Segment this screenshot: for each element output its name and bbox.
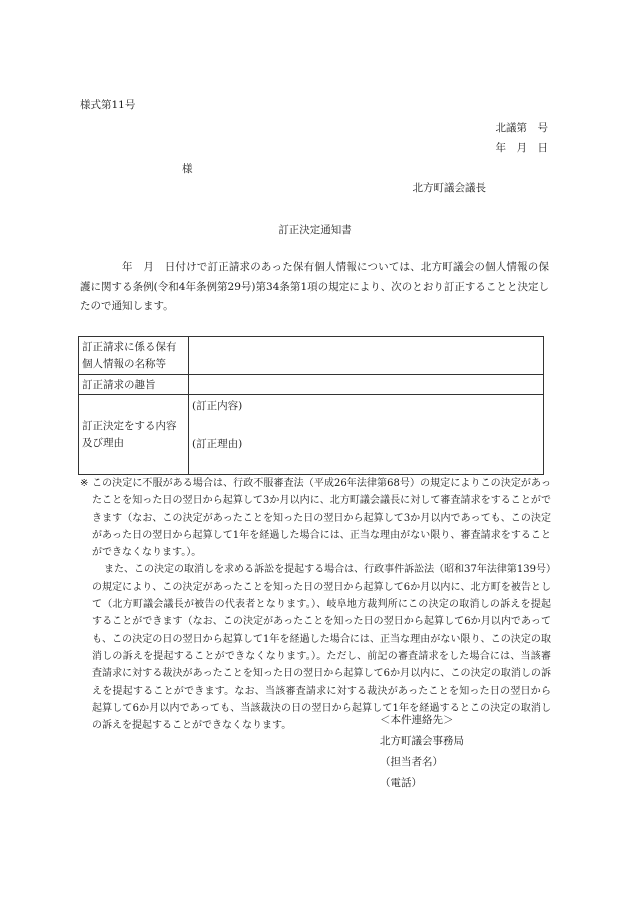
row-label-info-name: 訂正請求に係る保有個人情報の名称等 bbox=[79, 337, 189, 375]
contact-office: 北方町議会事務局 bbox=[380, 735, 464, 747]
row-label-purpose: 訂正請求の趣旨 bbox=[79, 375, 189, 395]
contact-block bbox=[380, 710, 464, 794]
document-number: 北議第 号 bbox=[495, 122, 548, 134]
form-number: 様式第11号 bbox=[80, 99, 136, 111]
decision-reason-label: (訂正理由) bbox=[192, 438, 243, 450]
row-value-purpose bbox=[189, 375, 544, 395]
table-row bbox=[79, 395, 544, 475]
note-paragraph-2: また、この決定の取消しを求める訴訟を提起する場合は、行政事件訴訟法（昭和37年法律第139号）の規定により、この決定があったことを知った日の翌日から起算して6か月以内に、北方町を被告として（北方町議会議長が被告の代表者となります。）、岐阜地方裁判所にこの決定の取消しの訴えを提起することができます（なお、この決定があったことを知った日の翌日から起算して6か月以内であっても、この決定の日の翌日から起算して1年を経過した場合には、正当な理由がない限り、この決定の取消しの訴えを提起することができなくなります。）。ただし、前記の審査請求をした場合には、当該審査請求に対する裁決があったことを知った日の翌日から起算して6か月以内に、この決定の取消しの訴えを提起することができます。なお、当該審査請求に対する裁決があったことを知った日の翌日から起算して6か月以内であっても、当該裁決の日の翌日から起算して1年を経過するとこの決定の取消しの訴えを提起することができなくなります。 bbox=[92, 564, 551, 732]
table-row bbox=[79, 337, 544, 375]
row-value-info-name bbox=[189, 337, 544, 375]
notes-section bbox=[80, 475, 551, 734]
table-row bbox=[79, 375, 544, 395]
contact-phone: （電話） bbox=[380, 777, 422, 789]
note-paragraph-1: この決定に不服がある場合は、行政不服審査法（平成26年法律第68号）の規定によりこの決定があったことを知った日の翌日から起算して3か月以内に、北方町議会議長に対して審査請求をすることができます（なお、この決定があったことを知った日の翌日から起算して3か月以内であっても、この決定があった日の翌日から起算して1年を経過した場合には、正当な理由がない限り、審査請求をすることができなくなります。）。 bbox=[92, 478, 551, 559]
contact-heading: ＜本件連絡先＞ bbox=[380, 714, 454, 726]
info-table bbox=[78, 336, 544, 475]
document-date: 年 月 日 bbox=[495, 142, 548, 154]
note-mark: ※ bbox=[80, 478, 89, 489]
recipient: 様 bbox=[182, 163, 193, 175]
note-item bbox=[80, 475, 551, 561]
contact-person: （担当者名） bbox=[380, 756, 443, 768]
document-title: 訂正決定通知書 bbox=[278, 224, 352, 236]
row-value-decision bbox=[189, 395, 544, 475]
sender: 北方町議会議長 bbox=[412, 182, 486, 194]
row-label-decision: 訂正決定をする内容及び理由 bbox=[79, 395, 189, 475]
body-paragraph: 年 月 日付けで訂正請求のあった保有個人情報については、北方町議会の個人情報の保護に関する条例(令和4年条例第29号)第34条第1項の規定により、次のとおり訂正することと決定したので通知します。 bbox=[80, 261, 549, 312]
decision-content-label: (訂正内容) bbox=[192, 400, 243, 412]
